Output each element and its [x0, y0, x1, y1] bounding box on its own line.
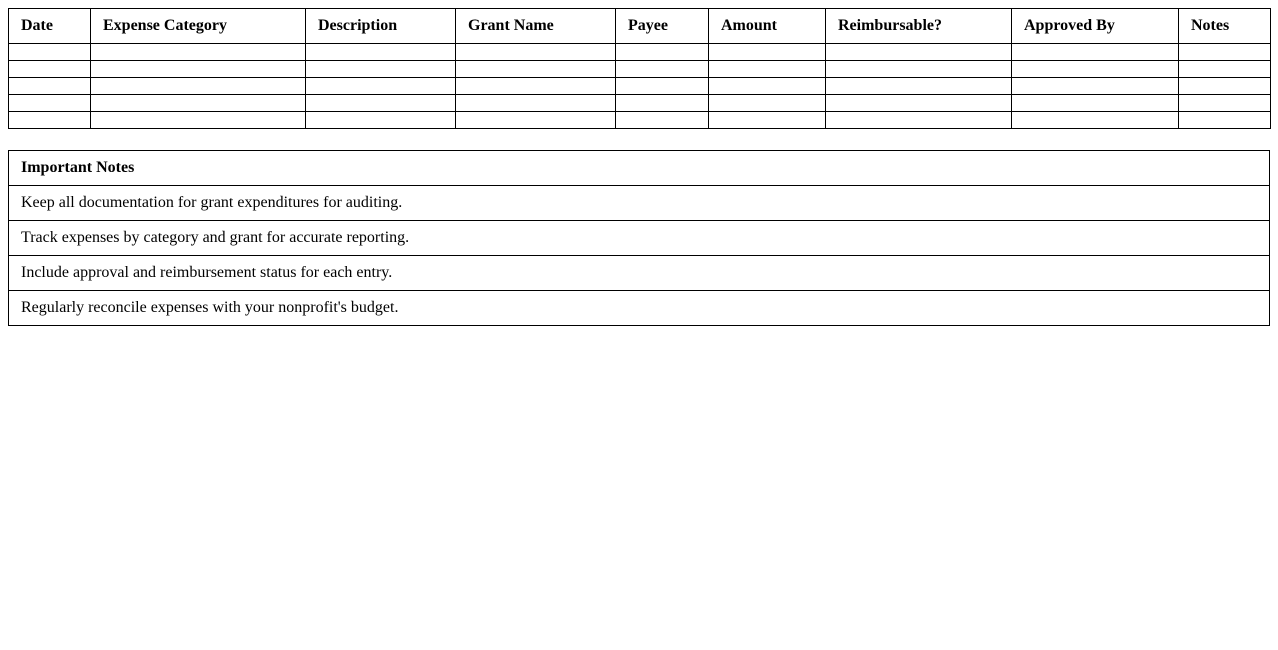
table-row — [9, 112, 1271, 129]
table-row — [9, 61, 1271, 78]
expense-table — [8, 8, 1271, 129]
table-cell[interactable] — [709, 112, 826, 129]
table-cell[interactable] — [826, 44, 1012, 61]
column-header-approved-by: Approved By — [1012, 9, 1179, 44]
table-cell[interactable] — [709, 44, 826, 61]
table-cell[interactable] — [826, 95, 1012, 112]
table-cell[interactable] — [9, 112, 91, 129]
table-cell[interactable] — [91, 78, 306, 95]
table-cell[interactable] — [1012, 44, 1179, 61]
table-cell[interactable] — [709, 95, 826, 112]
notes-heading: Important Notes — [9, 151, 1270, 186]
table-cell[interactable] — [1179, 44, 1271, 61]
column-header-reimbursable: Reimbursable? — [826, 9, 1012, 44]
table-cell[interactable] — [91, 95, 306, 112]
table-cell[interactable] — [826, 112, 1012, 129]
list-item — [9, 221, 1270, 256]
table-cell[interactable] — [91, 112, 306, 129]
table-cell[interactable] — [9, 61, 91, 78]
table-cell[interactable] — [616, 112, 709, 129]
table-row — [9, 78, 1271, 95]
table-cell[interactable] — [1179, 61, 1271, 78]
table-cell[interactable] — [456, 95, 616, 112]
table-row — [9, 95, 1271, 112]
table-cell[interactable] — [709, 78, 826, 95]
column-header-payee: Payee — [616, 9, 709, 44]
table-cell[interactable] — [456, 44, 616, 61]
column-header-notes: Notes — [1179, 9, 1271, 44]
table-cell[interactable] — [826, 61, 1012, 78]
list-item — [9, 186, 1270, 221]
table-row — [9, 44, 1271, 61]
table-cell[interactable] — [9, 95, 91, 112]
table-cell[interactable] — [9, 78, 91, 95]
note-text: Track expenses by category and grant for accurate reporting. — [9, 221, 1270, 256]
table-cell[interactable] — [9, 44, 91, 61]
table-cell[interactable] — [456, 61, 616, 78]
notes-header-row — [9, 151, 1270, 186]
table-cell[interactable] — [306, 95, 456, 112]
expense-table-header-row — [9, 9, 1271, 44]
table-cell[interactable] — [709, 61, 826, 78]
table-cell[interactable] — [616, 78, 709, 95]
column-header-grant-name: Grant Name — [456, 9, 616, 44]
column-header-date: Date — [9, 9, 91, 44]
list-item — [9, 256, 1270, 291]
table-cell[interactable] — [1179, 112, 1271, 129]
table-cell[interactable] — [306, 112, 456, 129]
table-cell[interactable] — [1012, 112, 1179, 129]
list-item — [9, 291, 1270, 326]
note-text: Keep all documentation for grant expenditures for auditing. — [9, 186, 1270, 221]
table-cell[interactable] — [616, 61, 709, 78]
table-cell[interactable] — [91, 44, 306, 61]
note-text: Include approval and reimbursement status for each entry. — [9, 256, 1270, 291]
table-cell[interactable] — [616, 95, 709, 112]
important-notes-table — [8, 150, 1270, 326]
note-text: Regularly reconcile expenses with your nonprofit's budget. — [9, 291, 1270, 326]
column-header-description: Description — [306, 9, 456, 44]
table-cell[interactable] — [1179, 78, 1271, 95]
table-cell[interactable] — [306, 78, 456, 95]
table-cell[interactable] — [456, 78, 616, 95]
table-cell[interactable] — [616, 44, 709, 61]
table-cell[interactable] — [456, 112, 616, 129]
table-cell[interactable] — [1012, 95, 1179, 112]
column-header-amount: Amount — [709, 9, 826, 44]
column-header-expense-category: Expense Category — [91, 9, 306, 44]
table-cell[interactable] — [1179, 95, 1271, 112]
table-cell[interactable] — [91, 61, 306, 78]
table-cell[interactable] — [306, 44, 456, 61]
table-cell[interactable] — [826, 78, 1012, 95]
table-cell[interactable] — [1012, 61, 1179, 78]
table-cell[interactable] — [306, 61, 456, 78]
table-cell[interactable] — [1012, 78, 1179, 95]
